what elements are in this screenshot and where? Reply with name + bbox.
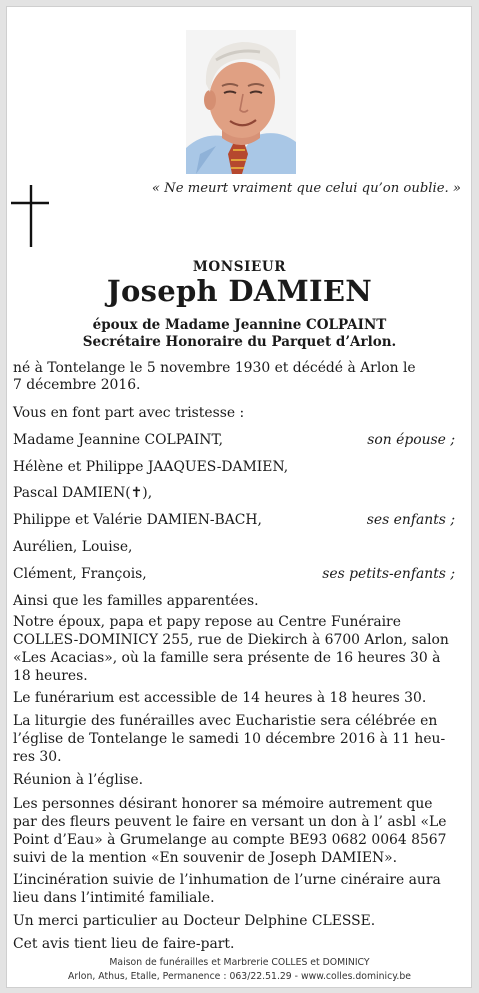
donation-line: par des fleurs peuvent le faire en versant un don à l’ asbl «Le [13,814,447,830]
repose-line: COLLES-DOMINICY 255, rue de Diekirch à 6700 Arlon, salon [13,632,449,648]
donation-line: suivi de la mention «En souvenir de Joseph DAMIEN». [13,850,398,866]
family-names: Aurélien, Louise, [13,539,133,555]
latin-cross-icon [8,183,50,249]
birth-line: né à Tontelange le 5 novembre 1930 et décédé à Arlon le [13,360,416,376]
title-line: Secrétaire Honoraire du Parquet d’Arlon. [82,334,397,350]
family-relation: son épouse ; [367,432,455,448]
cremation-line: lieu dans l’intimité familiale. [13,890,215,906]
reunion-line: Réunion à l’église. [13,772,144,788]
footer-contact: Arlon, Athus, Etalle, Permanence : 063/22.51.29 - www.colles.dominicy.be [68,971,411,982]
donation-line: Point d’Eau» à Grumelange au compte BE93 0682 0064 8567 [13,832,447,848]
repose-line: «Les Acacias», où la famille sera présente de 16 heures 30 à [13,650,441,666]
family-relation: ses enfants ; [366,512,455,528]
thanks-line: Un merci particulier au Docteur Delphine CLESSE. [13,913,376,929]
deceased-name: Joseph DAMIEN [106,274,373,308]
liturgy-line: l’église de Tontelange le samedi 10 décembre 2016 à 11 heu- [13,731,446,747]
family-names: Madame Jeannine COLPAINT, [13,432,224,448]
liturgy-line: res 30. [13,749,62,765]
repose-line: Notre époux, papa et papy repose au Centre Funéraire [13,614,401,630]
relatives-line: Ainsi que les familles apparentées. [13,593,259,609]
cremation-line: L’incinération suivie de l’inhumation de l’urne cinéraire aura [13,872,441,888]
intro-line: Vous en font part avec tristesse : [13,405,245,421]
birth-line: 7 décembre 2016. [13,377,141,393]
honorific: MONSIEUR [192,259,287,275]
notice-line: Cet avis tient lieu de faire-part. [13,936,235,952]
family-names: Philippe et Valérie DAMIEN-BACH, [13,512,262,528]
repose-line: 18 heures. [13,668,88,684]
donation-line: Les personnes désirant honorer sa mémoire autrement que [13,796,433,812]
liturgy-line: La liturgie des funérailles avec Eucharistie sera célébrée en [13,713,438,729]
portrait-photo [186,30,296,174]
family-names: Hélène et Philippe JAAQUES-DAMIEN, [13,459,289,475]
family-names: Clément, François, [13,566,147,582]
family-names: Pascal DAMIEN(✝), [13,485,153,501]
footer-company: Maison de funérailles et Marbrerie COLLES et DOMINICY [109,957,370,968]
spouse-line: époux de Madame Jeannine COLPAINT [92,317,387,333]
family-relation: ses petits-enfants ; [322,566,455,582]
epitaph-quote: « Ne meurt vraiment que celui qu’on oublie. » [151,181,461,196]
funerarium-line: Le funérarium est accessible de 14 heures à 18 heures 30. [13,690,427,706]
